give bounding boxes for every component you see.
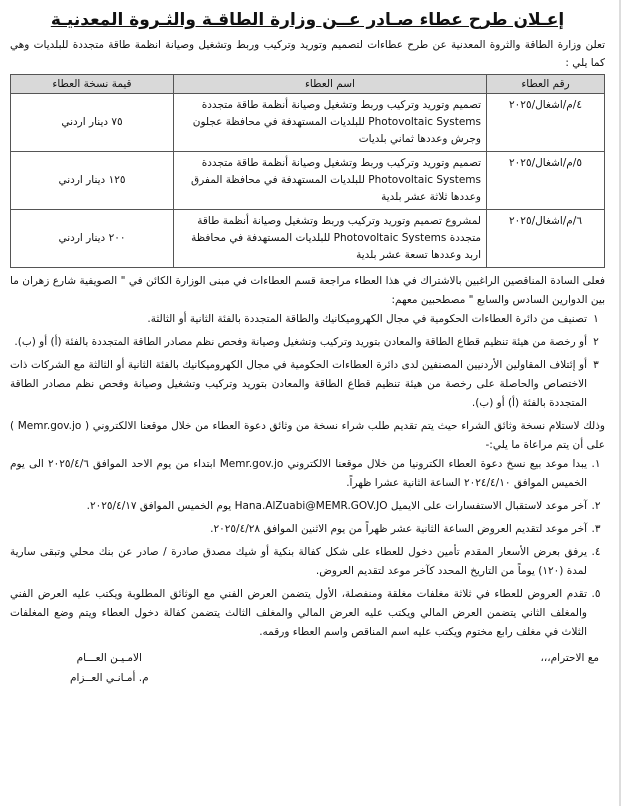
tender-price: ٧٥ دينار اردني: [11, 94, 174, 152]
list-item: [10, 310, 605, 329]
item-text: آخر موعد لاستقبال الاستفسارات على الايميل Hana.AlZuabi@MEMR.GOV.JO يوم الخميس الموافق ٢٠٢٥/٤/١٧.: [86, 500, 587, 512]
item-number: ١.: [591, 458, 601, 470]
list-item: [10, 520, 605, 539]
tender-name: لمشروع تصميم وتوريد وتركيب وربط وتشغيل وصيانة أنظمة طاقة متجددة Photovoltaic Systems للبلديات المستهدفة في محافظة اربد وعددها تسعة عشر بلدية: [174, 210, 487, 268]
instructions-paragraph: فعلى السادة المناقصين الراغبين بالاشتراك في هذا العطاء مراجعة قسم العطاءات في مبنى الوزارة الكائن في " الصويفية شارع زهران ما بين الدوارين السادس والسابع " مصطحبين معهم:: [10, 275, 605, 306]
item-number: ١: [593, 313, 599, 325]
tenders-table: [10, 74, 605, 268]
list-item: [10, 585, 605, 642]
item-text: يبدا موعد بيع نسخ دعوة العطاء الكترونيا من خلال موقعنا الالكتروني Memr.gov.jo ابتداء من يوم الاحد الموافق ٢٠٢٥/٤/٦ الى يوم الخميس الموافق ٢٠٢٤/٤/١٠ الساعة الثانية عشرا ظهراً.: [10, 458, 587, 489]
table-row: [11, 152, 605, 210]
item-text: أو إئتلاف المقاولين الأردنيين المصنفين لدى دائرة العطاءات الحكومية في مجال الكهروميكانيك بالفئة الثانية أو الثالثة مع الشركات ذات الاختصاص والحاصلة على رخصة من هيئة تنظيم قطاع الطاقة والمعادن بتوريد وتركيب وتشغيل وصيانة وفحص نظم مصادر الطاقة المتجددة بالفئة (أ) أو (ب).: [10, 359, 587, 409]
list-item: [10, 333, 605, 352]
tender-price: ٢٠٠ دينار اردني: [11, 210, 174, 268]
tender-name: تصميم وتوريد وتركيب وربط وتشغيل وصيانة أنظمة طاقة متجددة Photovoltaic Systems للبلديات المستهدفة في محافظة عجلون وجرش وعددها ثماني بلديات: [174, 94, 487, 152]
item-text: تصنيف من دائرة العطاءات الحكومية في مجال الكهروميكانيك والطاقة المتجددة بالفئة الثانية أو الثالثة.: [147, 313, 587, 325]
table-row: [11, 94, 605, 152]
notes-list: [10, 455, 605, 642]
item-number: ٥.: [591, 588, 601, 600]
item-number: ٣.: [591, 523, 601, 535]
table-row: [11, 210, 605, 268]
item-number: ٤.: [591, 546, 601, 558]
item-text: آخر موعد لتقديم العروض الساعة الثانية عشر ظهراً من يوم الاثنين الموافق ٢٠٢٥/٤/٢٨.: [210, 523, 587, 535]
intro-paragraph: تعلن وزارة الطاقة والثروة المعدنية عن طرح عطاءات لتصميم وتوريد وتركيب وربط وتشغيل وصيانة انظمة طاقة متجددة للبلديات وهي كما يلي :: [10, 39, 605, 69]
announcement-title: إعـلان طرح عطاء صـادر عــن وزارة الطاقـة والثـروة المعدنيـة: [50, 10, 565, 30]
header-price: قيمة نسخة العطاء: [11, 75, 174, 94]
tender-number: ٦/م/اشغال/٢٠٢٥: [487, 210, 605, 268]
item-text: يرفق بعرض الأسعار المقدم تأمين دخول للعطاء على شكل كفالة بنكية أو شيك مصدق صادرة / صادر عن بنك محلي وتبقى سارية لمدة (١٢٠) يوماً من التاريخ المحدد كآخر موعد لتقديم العروض.: [10, 546, 587, 577]
header-number: رقم العطاء: [487, 75, 605, 94]
tender-price: ١٢٥ دينار اردني: [11, 152, 174, 210]
list-item: [10, 356, 605, 413]
header-name: اسم العطاء: [174, 75, 487, 94]
signature-name: م. أمـانـي العــزام: [70, 672, 149, 684]
item-number: ٢.: [591, 500, 601, 512]
closing-text: مع الاحترام،،،: [540, 652, 599, 664]
item-number: ٢: [593, 336, 599, 348]
tender-number: ٤/م/اشغال/٢٠٢٥: [487, 94, 605, 152]
conditions-list: [10, 310, 605, 413]
signature-block: [70, 648, 149, 688]
purchase-paragraph: وذلك لاستلام نسخة وثائق الشراء حيث يتم تقديم طلب شراء نسخة من وثائق دعوة العطاء من خلال موقعنا الالكتروني ( Memr.gov.jo ) على أن يتم مراعاة ما يلي:-: [10, 420, 606, 451]
signature-title: الامـيـن العـــام: [76, 652, 142, 664]
list-item: [10, 497, 605, 516]
list-item: [10, 543, 605, 581]
item-number: ٣: [593, 359, 599, 371]
tender-name: تصميم وتوريد وتركيب وربط وتشغيل وصيانة أنظمة طاقة متجددة Photovoltaic Systems للبلديات المستهدفة في محافظة المفرق وعددها ثلاثة عشر بلدية: [174, 152, 487, 210]
footer: [10, 648, 605, 688]
item-text: أو رخصة من هيئة تنظيم قطاع الطاقة والمعادن بتوريد وتركيب وتشغيل وصيانة وفحص نظم مصادر الطاقة المتجددة بالفئة (أ) أو (ب).: [14, 336, 587, 348]
item-text: تقدم العروض للعطاء في ثلاثة مغلفات مغلقة ومنفصلة، الأول يتضمن العرض الفني مع الوثائق المطلوبة ويكتب عليه العرض الفني والمغلف الثاني يتضمن العرض المالي ويكتب عليه العرض المالي والمغلف الثالث يتضمن كفالة دخول العطاء ويتم وضع المغلفات الثلاث في مغلف رابع مختوم ويكتب عليه اسم المناقص واسم العطاء ورقمه.: [10, 588, 587, 638]
tender-number: ٥/م/اشغال/٢٠٢٥: [487, 152, 605, 210]
table-header-row: [11, 75, 605, 94]
list-item: [10, 455, 605, 493]
